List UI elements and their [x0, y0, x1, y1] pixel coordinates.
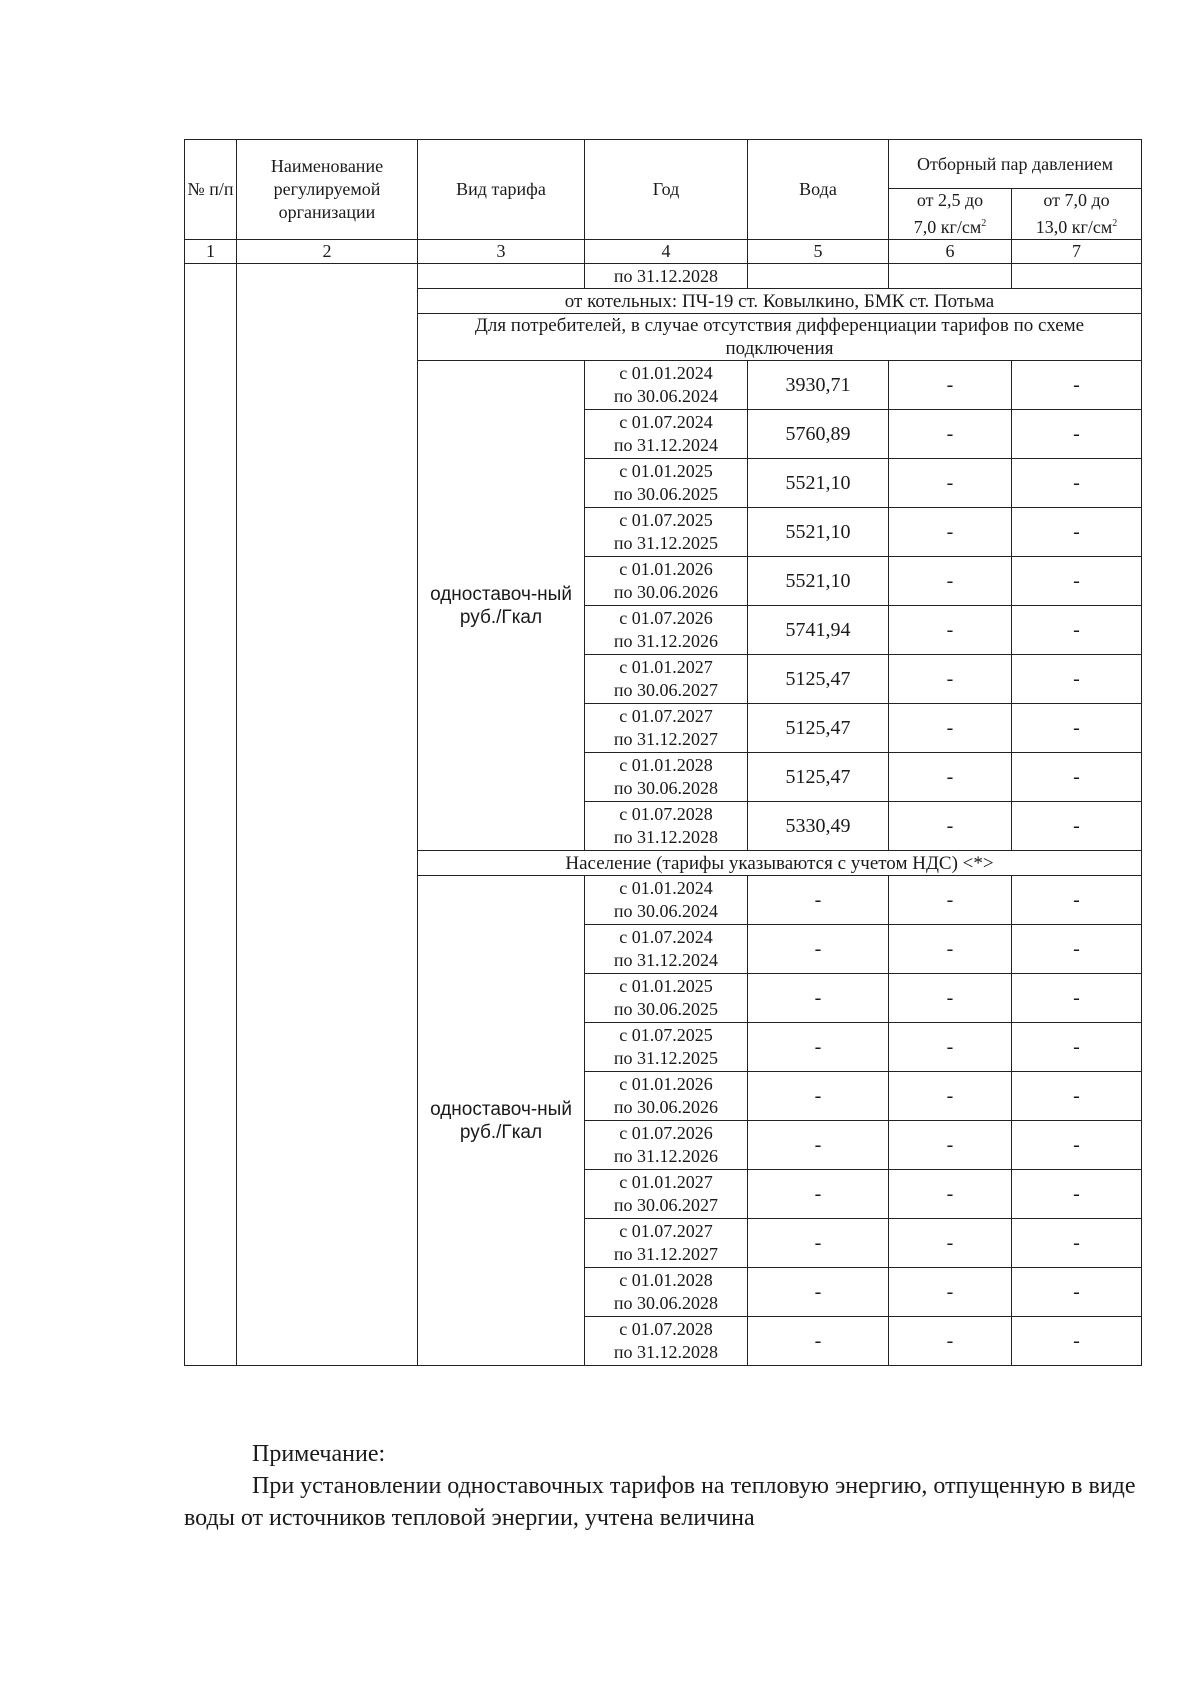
carry-steam-a-cell	[889, 264, 1012, 289]
period-from: с 01.01.2028	[619, 1270, 713, 1290]
column-number: 5	[748, 240, 889, 264]
period-cell	[585, 1121, 748, 1170]
period-cell	[585, 1023, 748, 1072]
steam-tariff-value: -	[889, 361, 1012, 410]
water-tariff-value: 5330,49	[748, 802, 889, 851]
period-to: по 31.12.2028	[613, 827, 719, 847]
period-to: по 31.12.2028	[613, 1342, 719, 1362]
period-from: с 01.01.2024	[619, 363, 713, 383]
steam-tariff-value: -	[889, 1170, 1012, 1219]
steam-tariff-value: -	[889, 802, 1012, 851]
steam-tariff-value: -	[1012, 1170, 1142, 1219]
steam-tariff-value: -	[1012, 753, 1142, 802]
section-consumers: Для потребителей, в случае отсутствия дифференциации тарифов по схеме подключения	[418, 314, 1142, 361]
period-from: с 01.07.2026	[619, 608, 713, 628]
steam-tariff-value: -	[1012, 361, 1142, 410]
section-boilers: от котельных: ПЧ-19 ст. Ковылкино, БМК ст. Потьма	[418, 289, 1142, 314]
steam-tariff-value: -	[889, 508, 1012, 557]
steam-tariff-value: -	[1012, 1121, 1142, 1170]
carry-year-cell: по 31.12.2028	[585, 264, 748, 289]
period-cell	[585, 925, 748, 974]
consumers-tariff-type: одноставоч-ный руб./Гкал	[418, 361, 585, 851]
period-to: по 30.06.2028	[613, 778, 719, 798]
steam-tariff-value: -	[1012, 1268, 1142, 1317]
period-cell	[585, 361, 748, 410]
period-from: с 01.07.2026	[619, 1123, 713, 1143]
period-cell	[585, 974, 748, 1023]
column-number: 3	[418, 240, 585, 264]
period-cell	[585, 1219, 748, 1268]
water-tariff-value: -	[748, 1219, 889, 1268]
steam-tariff-value: -	[889, 606, 1012, 655]
steam-tariff-value: -	[889, 410, 1012, 459]
water-tariff-value: 5521,10	[748, 459, 889, 508]
water-tariff-value: 5760,89	[748, 410, 889, 459]
steam-tariff-value: -	[1012, 655, 1142, 704]
period-to: по 31.12.2024	[613, 435, 719, 455]
period-to: по 30.06.2024	[613, 901, 719, 921]
water-tariff-value: 5125,47	[748, 655, 889, 704]
steam-tariff-value: -	[1012, 802, 1142, 851]
period-cell	[585, 753, 748, 802]
period-to: по 31.12.2025	[613, 1048, 719, 1068]
water-tariff-value: 5125,47	[748, 704, 889, 753]
steam-tariff-value: -	[1012, 410, 1142, 459]
steam-tariff-value: -	[1012, 606, 1142, 655]
steam-tariff-value: -	[889, 655, 1012, 704]
steam-tariff-value: -	[1012, 704, 1142, 753]
period-cell	[585, 876, 748, 925]
steam-tariff-value: -	[889, 1072, 1012, 1121]
period-from: с 01.01.2024	[619, 878, 713, 898]
period-from: с 01.07.2028	[619, 804, 713, 824]
water-tariff-value: 5521,10	[748, 508, 889, 557]
column-number: 6	[889, 240, 1012, 264]
steam-tariff-value: -	[889, 1317, 1012, 1366]
period-to: по 31.12.2024	[613, 950, 719, 970]
steam-tariff-value: -	[889, 876, 1012, 925]
period-from: с 01.01.2028	[619, 755, 713, 775]
steam-tariff-value: -	[1012, 876, 1142, 925]
water-tariff-value: -	[748, 876, 889, 925]
header-water: Вода	[748, 140, 889, 240]
period-cell	[585, 606, 748, 655]
tariff-table	[184, 139, 1142, 1366]
column-number: 7	[1012, 240, 1142, 264]
column-number-row	[185, 240, 1142, 264]
period-to: по 31.12.2026	[613, 631, 719, 651]
period-to: по 31.12.2027	[613, 1244, 719, 1264]
period-cell	[585, 508, 748, 557]
period-from: с 01.07.2027	[619, 706, 713, 726]
period-to: по 30.06.2025	[613, 999, 719, 1019]
header-num: № п/п	[185, 140, 237, 240]
steam-tariff-value: -	[889, 1268, 1012, 1317]
period-to: по 30.06.2026	[613, 1097, 719, 1117]
header-steam: Отборный пар давлением	[889, 140, 1142, 189]
period-cell	[585, 704, 748, 753]
steam-tariff-value: -	[1012, 1072, 1142, 1121]
period-from: с 01.01.2026	[619, 1074, 713, 1094]
steam-tariff-value: -	[1012, 1219, 1142, 1268]
water-tariff-value: -	[748, 974, 889, 1023]
steam-tariff-value: -	[889, 704, 1012, 753]
period-cell	[585, 655, 748, 704]
steam-tariff-value: -	[889, 1219, 1012, 1268]
column-number: 2	[237, 240, 418, 264]
carry-water-cell	[748, 264, 889, 289]
steam-tariff-value: -	[889, 974, 1012, 1023]
num-column-cell	[185, 264, 237, 1366]
water-tariff-value: -	[748, 1268, 889, 1317]
steam-tariff-value: -	[889, 1023, 1012, 1072]
period-cell	[585, 557, 748, 606]
header-vid: Вид тарифа	[418, 140, 585, 240]
period-from: с 01.07.2025	[619, 1025, 713, 1045]
period-from: с 01.01.2027	[619, 657, 713, 677]
period-cell	[585, 410, 748, 459]
period-from: с 01.07.2027	[619, 1221, 713, 1241]
population-tariff-type: одноставоч-ный руб./Гкал	[418, 876, 585, 1366]
period-from: с 01.01.2027	[619, 1172, 713, 1192]
water-tariff-value: 3930,71	[748, 361, 889, 410]
period-from: с 01.01.2026	[619, 559, 713, 579]
period-cell	[585, 1170, 748, 1219]
carry-vid-cell	[418, 264, 585, 289]
header-year: Год	[585, 140, 748, 240]
period-to: по 31.12.2026	[613, 1146, 719, 1166]
carry-steam-b-cell	[1012, 264, 1142, 289]
steam-tariff-value: -	[1012, 1023, 1142, 1072]
period-from: с 01.01.2025	[619, 976, 713, 996]
header-steam-b: от 7,0 до 13,0 $кг/см^2$	[1012, 189, 1142, 240]
water-tariff-value: 5125,47	[748, 753, 889, 802]
water-tariff-value: -	[748, 1023, 889, 1072]
period-from: с 01.07.2025	[619, 510, 713, 530]
org-column-cell	[237, 264, 418, 1366]
period-to: по 30.06.2026	[613, 582, 719, 602]
steam-tariff-value: -	[889, 753, 1012, 802]
section-population: Население (тарифы указываются с учетом НДС) <*>	[418, 851, 1142, 876]
steam-tariff-value: -	[889, 459, 1012, 508]
period-cell	[585, 1317, 748, 1366]
water-tariff-value: -	[748, 1317, 889, 1366]
header-steam-a: от 2,5 до 7,0 $кг/см^2$	[889, 189, 1012, 240]
steam-tariff-value: -	[889, 1121, 1012, 1170]
note-title: Примечание:	[252, 1441, 386, 1467]
steam-tariff-value: -	[1012, 508, 1142, 557]
period-to: по 30.06.2027	[613, 680, 719, 700]
water-tariff-value: -	[748, 1170, 889, 1219]
period-to: по 31.12.2027	[613, 729, 719, 749]
header-org: Наименование регулируемой организации	[237, 140, 418, 240]
water-tariff-value: -	[748, 1072, 889, 1121]
water-tariff-value: -	[748, 925, 889, 974]
steam-tariff-value: -	[1012, 974, 1142, 1023]
steam-tariff-value: -	[1012, 459, 1142, 508]
period-cell	[585, 1072, 748, 1121]
period-to: по 30.06.2027	[613, 1195, 719, 1215]
steam-tariff-value: -	[889, 925, 1012, 974]
steam-tariff-value: -	[889, 557, 1012, 606]
period-cell	[585, 1268, 748, 1317]
period-to: по 30.06.2025	[613, 484, 719, 504]
steam-tariff-value: -	[1012, 925, 1142, 974]
period-cell	[585, 802, 748, 851]
period-to: по 31.12.2025	[613, 533, 719, 553]
period-from: с 01.07.2028	[619, 1319, 713, 1339]
period-to: по 30.06.2024	[613, 386, 719, 406]
note-block	[184, 1438, 1144, 1534]
steam-tariff-value: -	[1012, 1317, 1142, 1366]
period-from: с 01.07.2024	[619, 412, 713, 432]
period-from: с 01.07.2024	[619, 927, 713, 947]
water-tariff-value: -	[748, 1121, 889, 1170]
column-number: 4	[585, 240, 748, 264]
water-tariff-value: 5521,10	[748, 557, 889, 606]
period-to: по 30.06.2028	[613, 1293, 719, 1313]
steam-tariff-value: -	[1012, 557, 1142, 606]
column-number: 1	[185, 240, 237, 264]
period-from: с 01.01.2025	[619, 461, 713, 481]
note-text: При установлении одноставочных тарифов на тепловую энергию, отпущенную в виде воды от источников тепловой энергии, учтена величина	[184, 1473, 1136, 1531]
period-cell	[585, 459, 748, 508]
water-tariff-value: 5741,94	[748, 606, 889, 655]
